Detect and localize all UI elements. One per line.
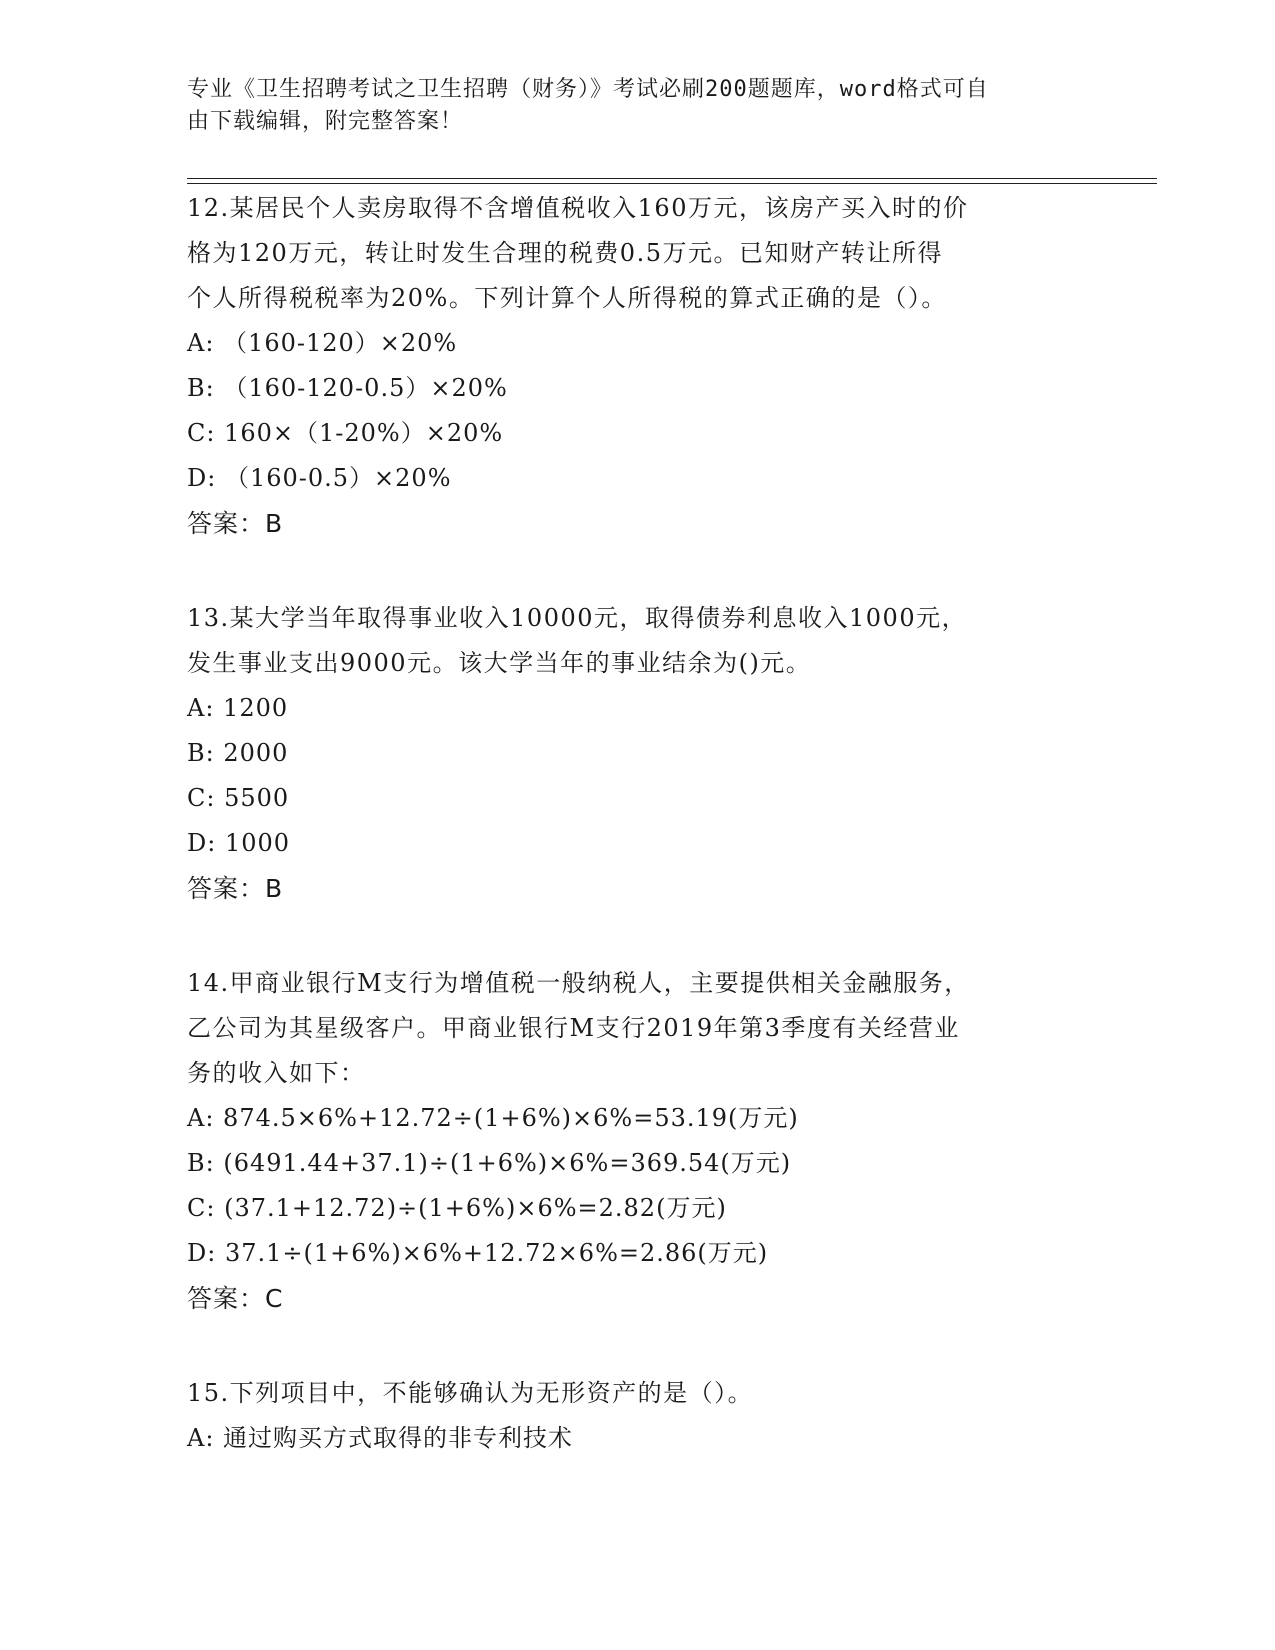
question-stem-line: 13.某大学当年取得事业收入10000元，取得债券利息收入1000元，	[187, 604, 968, 632]
question-12	[187, 186, 1087, 546]
option-d: D: （160-0.5）×20%	[187, 464, 452, 492]
question-stem-line: 14.甲商业银行M支行为增值税一般纳税人，主要提供相关金融服务，	[187, 969, 970, 997]
question-13	[187, 596, 1087, 911]
question-stem-line: 12.某居民个人卖房取得不含增值税收入160万元，该房产买入时的价	[187, 194, 969, 222]
option-b: B: (6491.44+37.1)÷(1+6%)×6%=369.54(万元)	[187, 1149, 792, 1177]
header-line: 由下载编辑，附完整答案！	[187, 109, 464, 134]
question-stem-line: 乙公司为其星级客户。甲商业银行M支行2019年第3季度有关经营业	[187, 1014, 960, 1042]
option-c: C: (37.1+12.72)÷(1+6%)×6%=2.82(万元)	[187, 1194, 727, 1222]
option-a: A: 874.5×6%+12.72÷(1+6%)×6%=53.19(万元)	[187, 1104, 799, 1132]
header-divider	[187, 183, 1157, 184]
option-a: A: 通过购买方式取得的非专利技术	[187, 1424, 574, 1452]
question-stem-line: 格为120万元，转让时发生合理的税费0.5万元。已知财产转让所得	[187, 239, 943, 267]
question-stem-line: 务的收入如下：	[187, 1059, 366, 1087]
option-a: A: 1200	[187, 694, 289, 722]
option-d: D: 37.1÷(1+6%)×6%+12.72×6%=2.86(万元)	[187, 1239, 769, 1267]
document-header	[187, 74, 1067, 138]
question-14	[187, 961, 1087, 1321]
header-divider	[187, 178, 1157, 179]
option-c: C: 5500	[187, 784, 290, 812]
option-b: B: 2000	[187, 739, 289, 767]
answer: 答案：B	[187, 874, 284, 903]
question-15	[187, 1371, 1087, 1461]
question-stem-line: 15.下列项目中，不能够确认为无形资产的是（）。	[187, 1379, 754, 1407]
question-stem-line: 个人所得税税率为20%。下列计算个人所得税的算式正确的是（）。	[187, 284, 947, 312]
header-line: 专业《卫生招聘考试之卫生招聘（财务）》考试必刷200题题库，word格式可自	[187, 77, 989, 102]
option-b: B: （160-120-0.5）×20%	[187, 374, 508, 402]
question-stem-line: 发生事业支出9000元。该大学当年的事业结余为()元。	[187, 649, 812, 677]
option-a: A: （160-120）×20%	[187, 329, 458, 357]
answer: 答案：C	[187, 1284, 284, 1313]
answer: 答案：B	[187, 509, 284, 538]
option-d: D: 1000	[187, 829, 291, 857]
option-c: C: 160×（1-20%）×20%	[187, 419, 504, 447]
